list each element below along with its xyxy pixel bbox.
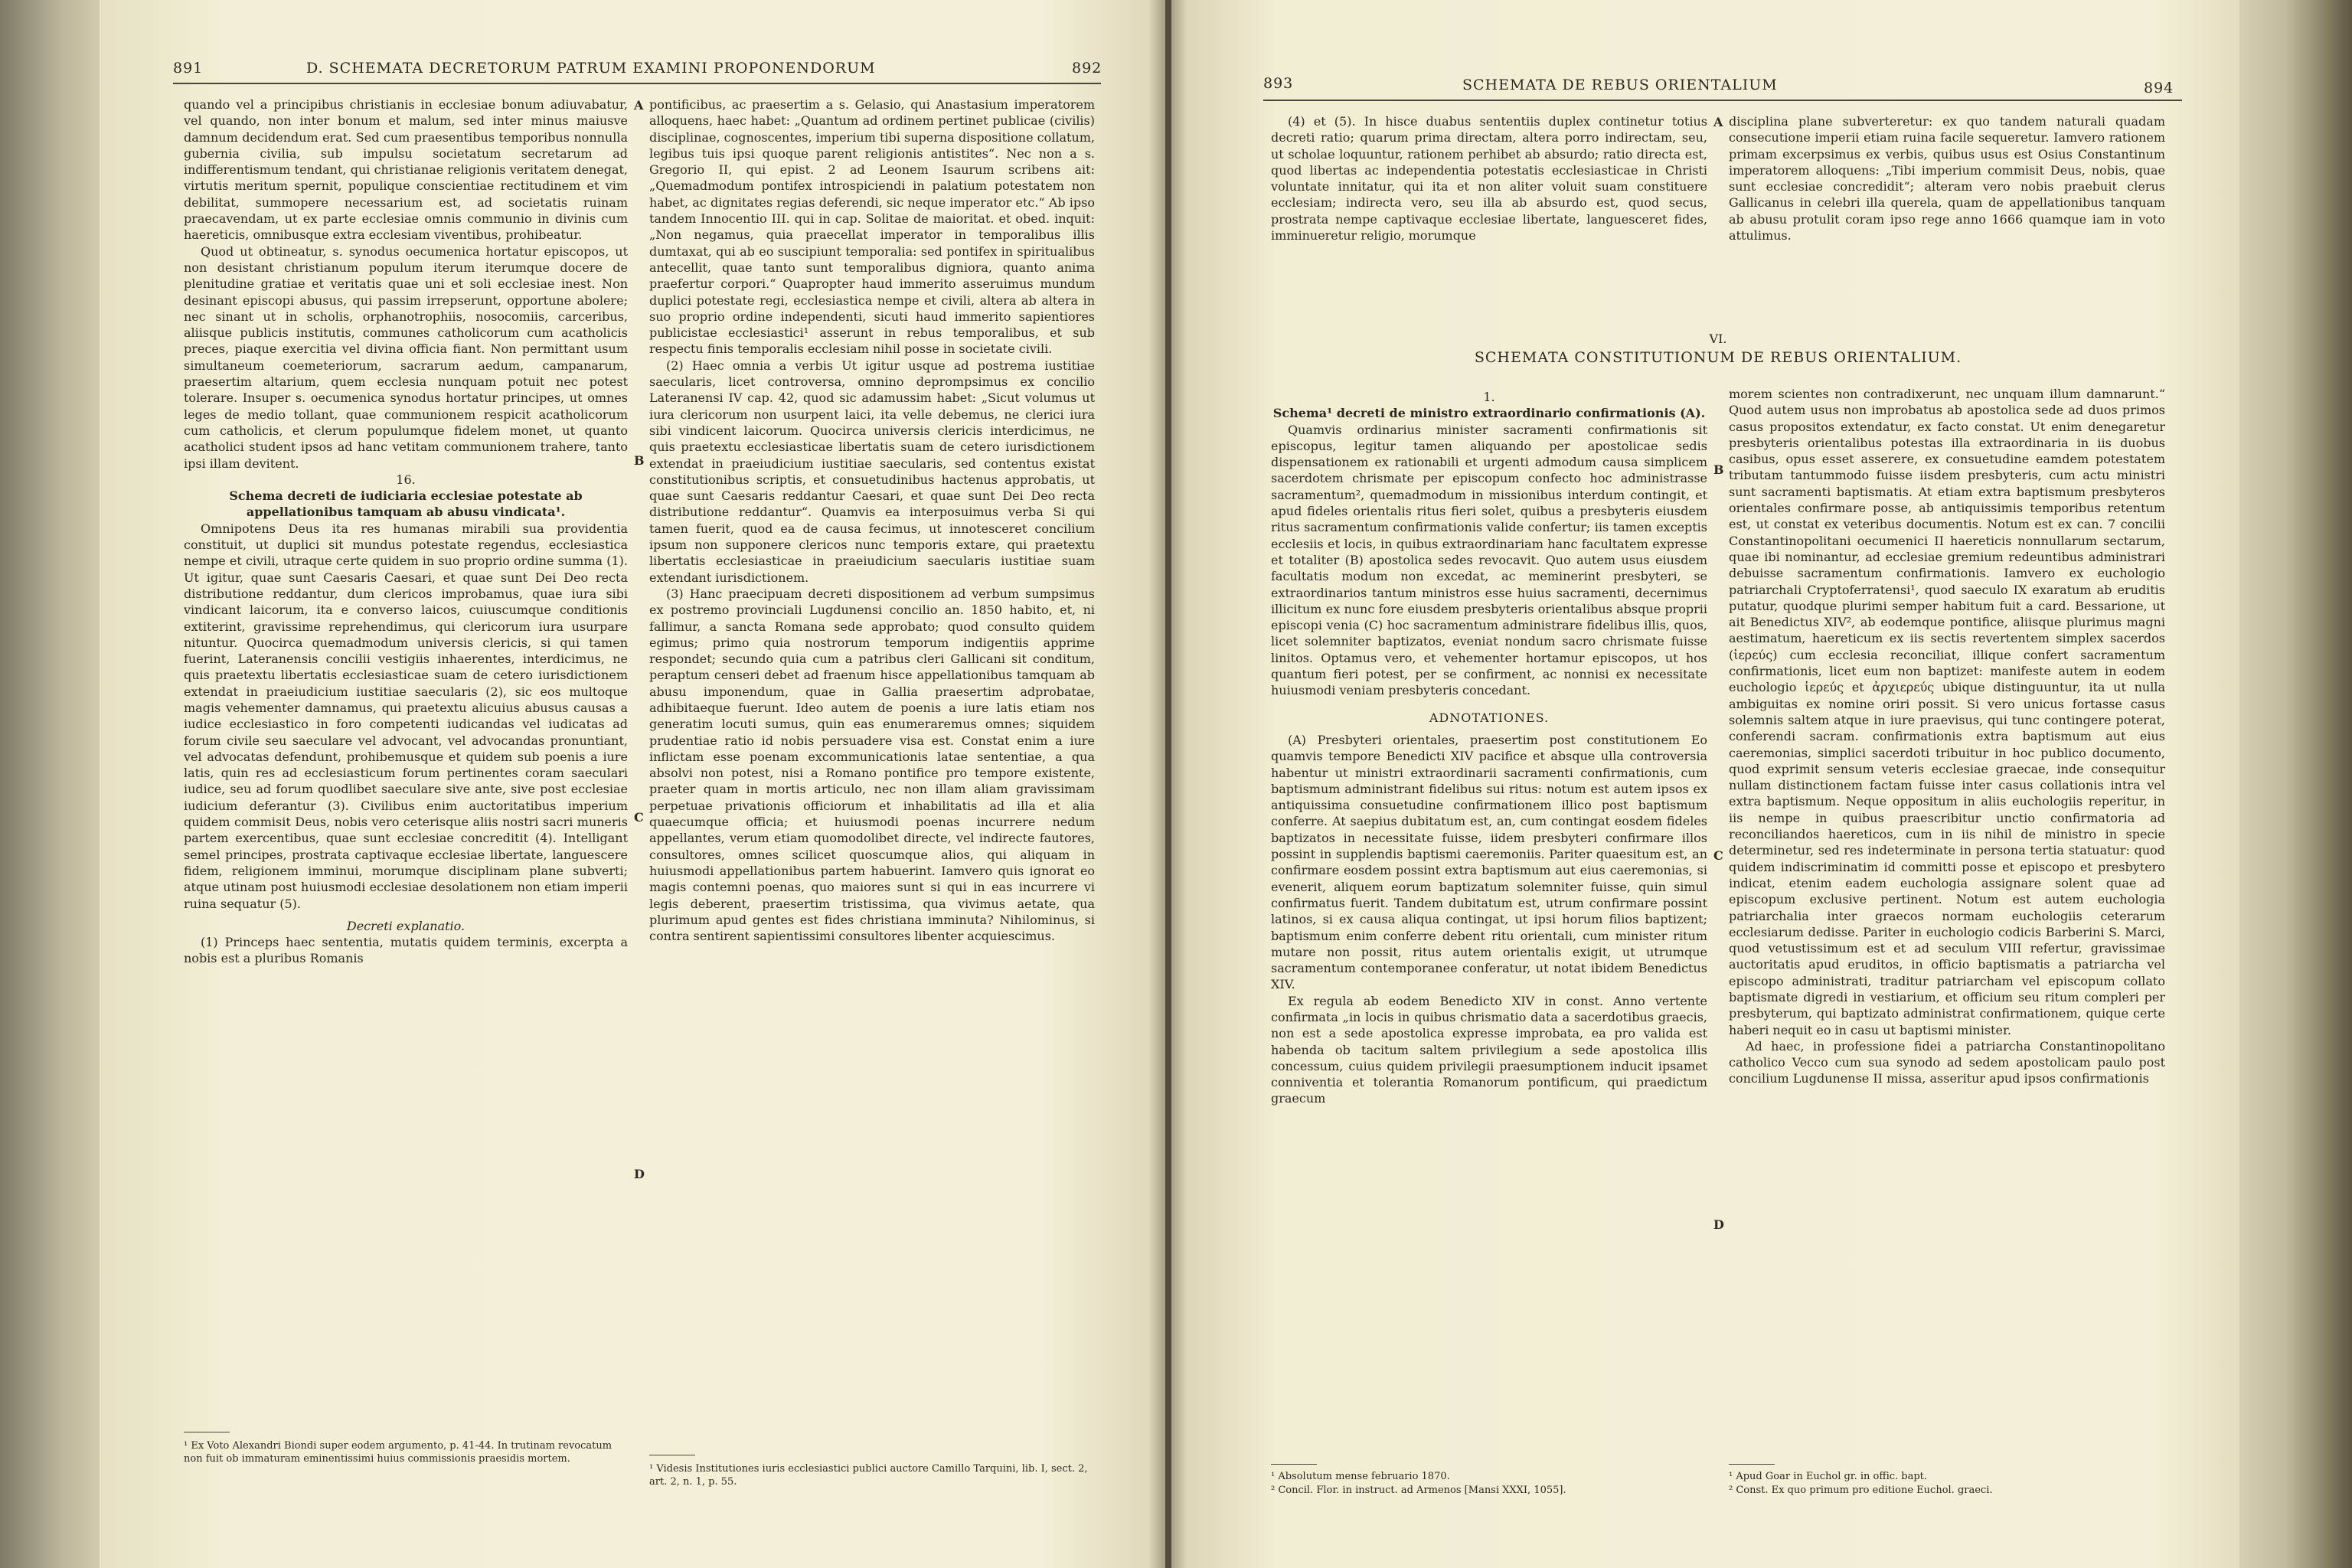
section-title: Schema decreti de iudiciaria ecclesiae potestate ab appellationibus tamquam ab abusu vindicata¹. bbox=[229, 488, 583, 520]
margin-letter: A bbox=[1713, 115, 1723, 129]
left-column-a bbox=[184, 96, 628, 967]
right-column-d bbox=[1729, 386, 2165, 1087]
annotations-heading: ADNOTATIONES. bbox=[1429, 710, 1550, 725]
paragraph: Omnipotens Deus ita res humanas mirabili sua providentia constituit, ut duplici sit mundus potestate regendus, ecclesiastica nempe et civili, utraque certe quidem in suo proprio ordine summa (1). Ut igitur, quae sunt Caesaris Caesari, et quae sunt Dei Deo recta distributione reddantur, dum clericos improbamus, quae iura sibi vindicant laicorum, ita e converso laicos, cuiuscumque conditionis extiterint, gravissime reprehendimus, qui clericorum iura usurpare nituntur. Quocirca quemadmodum universis clericis, si qui tamen fuerint, Lateranensis concilii vestigiis inhaerentes, interdicimus, ne quis praetextu libertatis ecclesiasticae suam de cetero iurisdictionem extendat in praeiudicium iustitiae saecularis (2), sic eos multoque magis vehementer damnamus, qui praetextu alicuius abusus causas a iudice ecclesiastico in foro competenti iudicandas vel iudicatas ad forum civile seu saeculare vel advocant, vel advocandas pronuntiant, vel advocatas defendunt, prohibemusque et quidem sub poenis a iure latis, quin res ad ecclesiasticum forum pertinentes coram saeculari iudice, seu ad forum quodlibet saeculare sive ante, sive post ecclesiae iudicium deferantur (3). Civilibus enim auctoritatibus imperium quidem commisit Deus, nobis vero ceterisque aliis nostri sacri muneris partem exercentibus, quae sunt ecclesiae concreditit (4). Intelligant semel principes, prostrata captivaque ecclesiae libertate, languescere fidem, religionem imminui, morumque disciplinam plane subverti; atque utinam post huiusmodi ecclesiae desolationem non etiam imperii ruina sequatur (5). bbox=[184, 521, 628, 911]
margin-letter: A bbox=[634, 98, 644, 113]
section-title: Schema¹ decreti de ministro extraordinario confirmationis (A). bbox=[1272, 406, 1706, 421]
chapter-heading bbox=[1271, 331, 2165, 367]
footnote: ¹ Apud Goar in Euchol gr. in offic. bapt. bbox=[1729, 1471, 1928, 1482]
margin-letter: B bbox=[634, 453, 645, 468]
paragraph: (3) Hanc praecipuam decreti dispositionem ad verbum sumpsimus ex postremo provinciali Lugdunensi concilio an. 1850 habito, et, ni fallimur, a sancta Romana sede approbato; quod consulto quidem egimus; primo quia nostrorum temporum indigentiis apprime respondet; secundo quia cum a patribus cleri Gallicani sit conditum, peraptum censeri debet ad fraenum hisce appellationibus tamquam ab abusu imponendum, quae in Gallia praesertim adprobatae, adhibitaeque fuerunt. Ideo autem de poenis a iure latis etiam nos generatim locuti sumus, quin eas enumeraremus omnes; siquidem prudentiae ratio id nobis persuadere visa est. Constat enim a iure inflictam esse poenam excommunicationis latae sententiae, a qua absolvi non potest, nisi a Romano pontifice pro tempore existente, praeter quam in mortis articulo, nec non illam aliam gravissimam perpetuae privationis officiorum et inhabilitatis ad illa et alia quaecumque officia; et huiusmodi poenas incurrere nedum appellantes, verum etiam quomodolibet directe, vel indirecte fautores, consultores, omnes scilicet quoscumque alios, qui aliquam in huiusmodi appellationibus partem habuerint. Iamvero quis ignorat eo magis contemni poenas, quo maiores sunt si qui in eas incurrere vi legis deberent, praesertim tristissima, qua vivimus aetate, qua plurimum apud gentes est fides christiana imminuta? Nihilominus, si contra sentirent sapientissimi consultores libenter acquiescimus. bbox=[649, 586, 1095, 944]
margin-letter: B bbox=[1713, 462, 1724, 477]
paragraph: morem scientes non contradixerunt, nec unquam illum damnarunt.“ Quod autem usus non improbatus ab apostolica sede ad duos primos casus propositos extendatur, ex facto constat. Ut enim denegaretur presbyteris orientalibus potestas illa extraordinaria in iis duobus casibus, opus esset asserere, ex consuetudine eamdem potestatem tributam tantummodo fuisse iisdem presbyteris, cum actu ministri sunt sacramenti baptismatis. At etiam extra baptismum presbyteros orientales confirmare posse, ab antiquissimis temporibus retentum est, ut constat ex veteribus documentis. Notum est ex can. 7 concilii Constantinopolitani oecumenici II haereticis nonnullarum sectarum, quae ibi nominantur, ad ecclesiae gremium redeuntibus administrari debuisse sacramentum confirmationis. Iamvero ex euchologio patriarchali Cryptoferratensi¹, quod saeculo IX exaratum ab eruditis putatur, quodque plurimi semper habitum fuit a card. Bessarione, ut ait Benedictus XIV², ab eodemque pontifice, aliisque plurimus magni aestimatum, haereticum ex iis sectis revertentem simplex sacerdos (ἱερεύς) cum ecclesia reconciliat, illique confert sacramentum confirmationis, licet eum non baptizet: manifeste autem in eodem euchologio ἱερεύς et ἀρχιερεύς ubique distinguuntur, ita ut nulla ambiguitas ex nomine oriri possit. Si vero unicus fortasse casus solemnis saltem atque in iure praevisus, qui tunc contingere poterat, conferendi sacram. confirmationis extra baptismum aut eius caeremonias, simplici sacerdoti tribuitur in hoc publico documento, quod exprimit sensum veteris ecclesiae graecae, inde consequitur nullam distinctionem factam fuisse inter casus collationis intra vel extra baptismum. Neque oppositum in aliis euchologiis reperitur, in iis nempe in quibus praescribitur unctio confirmatoria ad reconciliandos haereticos, cum in iis nihil de ministro in specie determinetur, sed res indeterminate in persona tertia statuatur: quod quidem indiscriminatim id committi posse et episcopo et presbytero indicat, etenim eadem euchologia assignare solent quae ad episcopum exclusive pertinent. Notum est autem euchologia patriarchalia inter graecos normam euchologiis ceterarum ecclesiarum dedisse. Pariter in euchologio codicis Barberini S. Marci, quod vetustissimum est et ad seculum VIII refertur, gravissimae auctoritatis apud eruditos, in officio baptismatis a patriarcha vel episcopo administrati, traditur patriarcham vel episcopum collato baptismate digredi in vestiarium, et officium seu ritum compleri per presbyterum, qui baptizato administrat confirmationem, quique certe haberi nequit eo in casu ut baptismi minister. bbox=[1729, 387, 2165, 1037]
page-number-891: 891 bbox=[173, 60, 204, 77]
footnote-rule bbox=[1271, 1464, 1317, 1465]
header-rule-right bbox=[1263, 100, 2182, 101]
right-page bbox=[1171, 0, 2239, 1568]
margin-letter: D bbox=[1713, 1217, 1724, 1232]
paragraph: (A) Presbyteri orientales, praesertim post constitutionem Eo quamvis tempore Benedicti XIV pacifice et absque ulla controversia habentur ut ministri extraordinarii sacramenti confirmationis, cum baptismum administrant fidelibus sui ritus: notum est autem ipsos ex antiquissima consuetudine confirmationem illico post baptismum conferre. At saepius dubitatum est, an, cum contingat eosdem fideles baptizatos in necessitate fuisse, iidem presbyteri confirmare illos possint in supplendis baptismi caeremoniis. Pariter quaesitum est, an confirmare eosdem possint extra baptismum aut eius caeremonias, si evenerit, aliquem eorum baptizatum solemniter fuisse, quin simul confirmatus fuerit. Tandem dubitatum est, utrum confirmare possint latinos, si ex causa aliqua contingat, ut ipsi horum filios baptizent; baptismum enim conferre debent ritu orientali, cum minister ritum mutare non possit, ritus autem orientalis exigit, ut utrumque sacramentum contemporanee conferatur, ut notat ibidem Benedictus XIV. bbox=[1271, 732, 1707, 992]
paragraph: Ad haec, in professione fidei a patriarcha Constantinopolitano catholico Vecco cum sua synodo ad sedem apostolicam paulo post concilium Lugdunense II missa, asseritur apud ipsos confirmationis bbox=[1729, 1038, 2165, 1086]
left-page bbox=[100, 0, 1165, 1568]
page-number-893: 893 bbox=[1263, 75, 1294, 92]
running-head-left: D. SCHEMATA DECRETORUM PATRUM EXAMINI PROPONENDORUM bbox=[306, 60, 876, 77]
section-number: 16. bbox=[396, 472, 416, 487]
book-gutter bbox=[1148, 0, 1187, 1568]
running-head-right: SCHEMATA DE REBUS ORIENTALIUM bbox=[1462, 77, 1778, 93]
paragraph: Quod ut obtineatur, s. synodus oecumenica hortatur episcopos, ut non desistant christianum populum iterum iterumque docere de plenitudine gratiae et veritatis quae uni et soli ecclesiae inest. Non desinant episcopi abusus, qui passim irrepserunt, opportune abolere; nec sinant ut in scholis, orphanotrophiis, nosocomiis, carceribus, aliisque publicis institutis, communes catholicorum cum acatholicis preces, piaque exercitia vel divina officia fiant. Non permittant usum simultaneum coemeteriorum, sacrarum aedum, campanarum, praesertim altarium, quem ecclesia nunquam potuit nec potest tolerare. Insuper s. oecumenica synodus hortatur principes, ut omnes leges de medio tollant, quae communionem respicit acatholicorum cum catholicis, et clerum populumque fidelem monet, ut quanto acatholici student ipsos ad hanc vetitam communionem trahere, tanto ipsi illam devitent. bbox=[184, 243, 628, 471]
left-column-b bbox=[649, 96, 1095, 944]
footnote: ² Const. Ex quo primum pro editione Euchol. graeci. bbox=[1729, 1485, 1993, 1496]
margin-letter: C bbox=[1713, 848, 1723, 863]
paragraph: (1) Princeps haec sententia, mutatis quidem terminis, excerpta a nobis est a pluribus Romanis bbox=[184, 935, 628, 966]
chapter-title: SCHEMATA CONSTITUTIONUM DE REBUS ORIENTALIUM. bbox=[1474, 349, 1962, 367]
paragraph: (2) Haec omnia a verbis Ut igitur usque ad postrema iustitiae saecularis, licet controversa, omnino deprompsimus ex concilio Lateranensi IV cap. 42, quod sic adamussim habet: „Sicut volumus ut iura clericorum non usurpent laici, ita velle debemus, ne clerici iura sibi vindicent laicorum. Quocirca universis clericis interdicimus, ne quis praetextu ecclesiasticae libertatis suam de cetero iurisdictionem extendat in praeiudicium iustitiae saecularis, sed contentus existat constitutionibus scriptis, et consuetudinibus hactenus approbatis, ut quae sunt Caesaris reddantur Caesari, et quae sunt Dei Deo recta distributione reddantur“. Quamvis ea interposuimus verba Si qui tamen fuerit, quod ea de causa fecimus, ut innotesceret concilium ipsum non supponere clericos nunc temporis extare, qui praetextu libertatis ecclesiasticae in praeiudicium saecularis iustitiae suam extendant iurisdictionem. bbox=[649, 358, 1095, 585]
book-page-stack-left bbox=[0, 0, 115, 1568]
page-number-892: 892 bbox=[1072, 60, 1102, 77]
paragraph: pontificibus, ac praesertim a s. Gelasio, qui Anastasium imperatorem alloquens, haec habet: „Quantum ad ordinem pertinet publicae (civilis) disciplinae, cognoscentes, imperium tibi superna dispositione collatum, legibus tuis ipsi quoque parent religionis antistites“. Nec non a s. Gregorio II, qui epist. 2 ad Leonem Isaurum scribens ait: „Quemadmodum pontifex introspiciendi in palatium potestatem non habet, ac dignitates regias deferendi, sic neque imperator etc.“ Ab ipso tandem Innocentio III. qui in cap. Solitae de maioritat. et obed. inquit: „Non negamus, quia praecellat imperator in temporalibus illis dumtaxat, qui ab eo suscipiunt temporalia: sed pontifex in spiritualibus antecellit, quae tanto sunt temporalibus digniora, quanto anima praefertur corpori.“ Quapropter haud immerito asseruimus mundum duplici potestate regi, ecclesiastica nempe et civili, altera ab altera in suo proprio ordine independenti, sicuti haud immerito sapientiores publicistae ecclesiastici¹ asserunt in rebus temporalibus, et sub respectu finis temporalis ecclesiam nihil posse in societate civili. bbox=[649, 97, 1095, 357]
margin-letter: D bbox=[634, 1167, 645, 1181]
footnote: ¹ Videsis Institutiones iuris ecclesiastici publici auctore Camillo Tarquini, lib. I, sect. 2, art. 2, n. 1, p. 55. bbox=[649, 1463, 1088, 1488]
roman-numeral: VI. bbox=[1709, 332, 1727, 346]
footnote: ¹ Ex Voto Alexandri Biondi super eodem argumento, p. 41-44. In trutinam revocatum non fuit ob immaturam eminentissimi huius commissionis praesidis mortem. bbox=[184, 1440, 612, 1465]
footnote: ² Concil. Flor. in instruct. ad Armenos [Mansi XXXI, 1055]. bbox=[1271, 1485, 1566, 1496]
book-page-stack-right bbox=[2230, 0, 2352, 1568]
right-column-d-top bbox=[1729, 113, 2165, 243]
section-number: 1. bbox=[1483, 390, 1495, 404]
paragraph: disciplina plane subverteretur: ex quo tandem naturali quadam consecutione imperii etiam ruina facile sequeretur. Iamvero rationem primam excerpsimus ex verbis, quibus usus est Osius Constantinum imperatorem alloquens: „Tibi imperium commisit Deus, nobis, quae sunt ecclesiae concredidit“; alteram vero nobis praebuit clerus Gallicanus in celebri illa querela, quam de appellationibus tanquam ab abusu protulit coram ipso rege anno 1666 quamque iam in voto attulimus. bbox=[1729, 114, 2165, 243]
right-column-c bbox=[1271, 389, 1707, 1107]
header-rule-left bbox=[173, 83, 1101, 84]
paragraph: (4) et (5). In hisce duabus sententiis duplex continetur totius decreti ratio; quarum prima directam, altera porro indirectam, seu, ut scholae loquuntur, rationem perhibet ab absurdo; ratio directa est, quod libertas ac independentia potestatis ecclesiasticae in Christi voluntate innitatur, qui ita et non aliter voluit suam constituere ecclesiam; indirecta vero, seu illa ab absurdo est, quod secus, prostrata nempe captivaque ecclesiae libertate, languesceret fides, imminueretur religio, morumque bbox=[1271, 114, 1707, 243]
subheading: Decreti explanatio. bbox=[346, 918, 466, 933]
footnote: ¹ Absolutum mense februario 1870. bbox=[1271, 1471, 1450, 1482]
paragraph: quando vel a principibus christianis in ecclesiae bonum adiuvabatur, vel quando, non inter bonum et malum, sed inter minus maiusve damnum decidendum erat. Sed cum praesentibus temporibus nonnulla gubernia civilia, sub impulsu societatum secretarum ad indifferentismum tendant, qui christianae religionis veritatem denegat, virtutis meritum spernit, populique conscientiae rectitudinem et vim debilitat, summopere necessarium est, ad societatis ruinam praecavendam, ut ex parte ecclesiae omnis communio in divinis cum haereticis, omnibusque extra ecclesiam viventibus, prohibeatur. bbox=[184, 97, 628, 243]
margin-letter: C bbox=[634, 810, 644, 825]
page-number-894: 894 bbox=[2144, 80, 2174, 96]
paragraph: Ex regula ab eodem Benedicto XIV in const. Anno vertente confirmata „in locis in quibus chrismatio data a sacerdotibus graecis, non est a sede apostolica expresse improbata, ea pro valida est habenda ob tacitum saltem privilegium a sede apostolica illis concessum, cuius quidem privilegii praesumptionem inducit ipsamet conniventia et tolerantia Romanorum pontificum, qui praedictum graecum bbox=[1271, 993, 1707, 1106]
paragraph: Quamvis ordinarius minister sacramenti confirmationis sit episcopus, legitur tamen aliquando per apostolicae sedis dispensationem ex rationabili et urgenti admodum causa simplicem sacerdotem chrismate per episcopum confecto hoc administrasse sacramentum², quemadmodum in missionibus interdum contingit, et apud fideles orientalis ritus fieri solet, quibus a presbyteris eiusdem ritus sacramentum confirmationis valide confertur; iis tamen exceptis ecclesiis et locis, in quibus extraordinariam hanc facultatem expresse et totaliter (B) apostolica sedes revocavit. Quo autem usus eiusdem facultatis modum non excedat, ac meminerint presbyteri, se extraordinarios tantum ministros esse huius sacramenti, decernimus illicitum ex nunc fore eiusdem presbyteris orientalibus absque proprii episcopi venia (C) hoc sacramentum administrare fidelibus illis, quos, licet solemniter baptizatos, eveniat nondum sacro chrismate fuisse linitos. Optamus vero, et vehementer hortamur episcopos, ut hos quantum fieri potest, per se confirment, ac nonnisi ex necessitate huiusmodi veniam presbyteris concedant. bbox=[1271, 422, 1707, 698]
right-column-c-top bbox=[1271, 113, 1707, 243]
footnote-rule bbox=[1729, 1464, 1775, 1465]
